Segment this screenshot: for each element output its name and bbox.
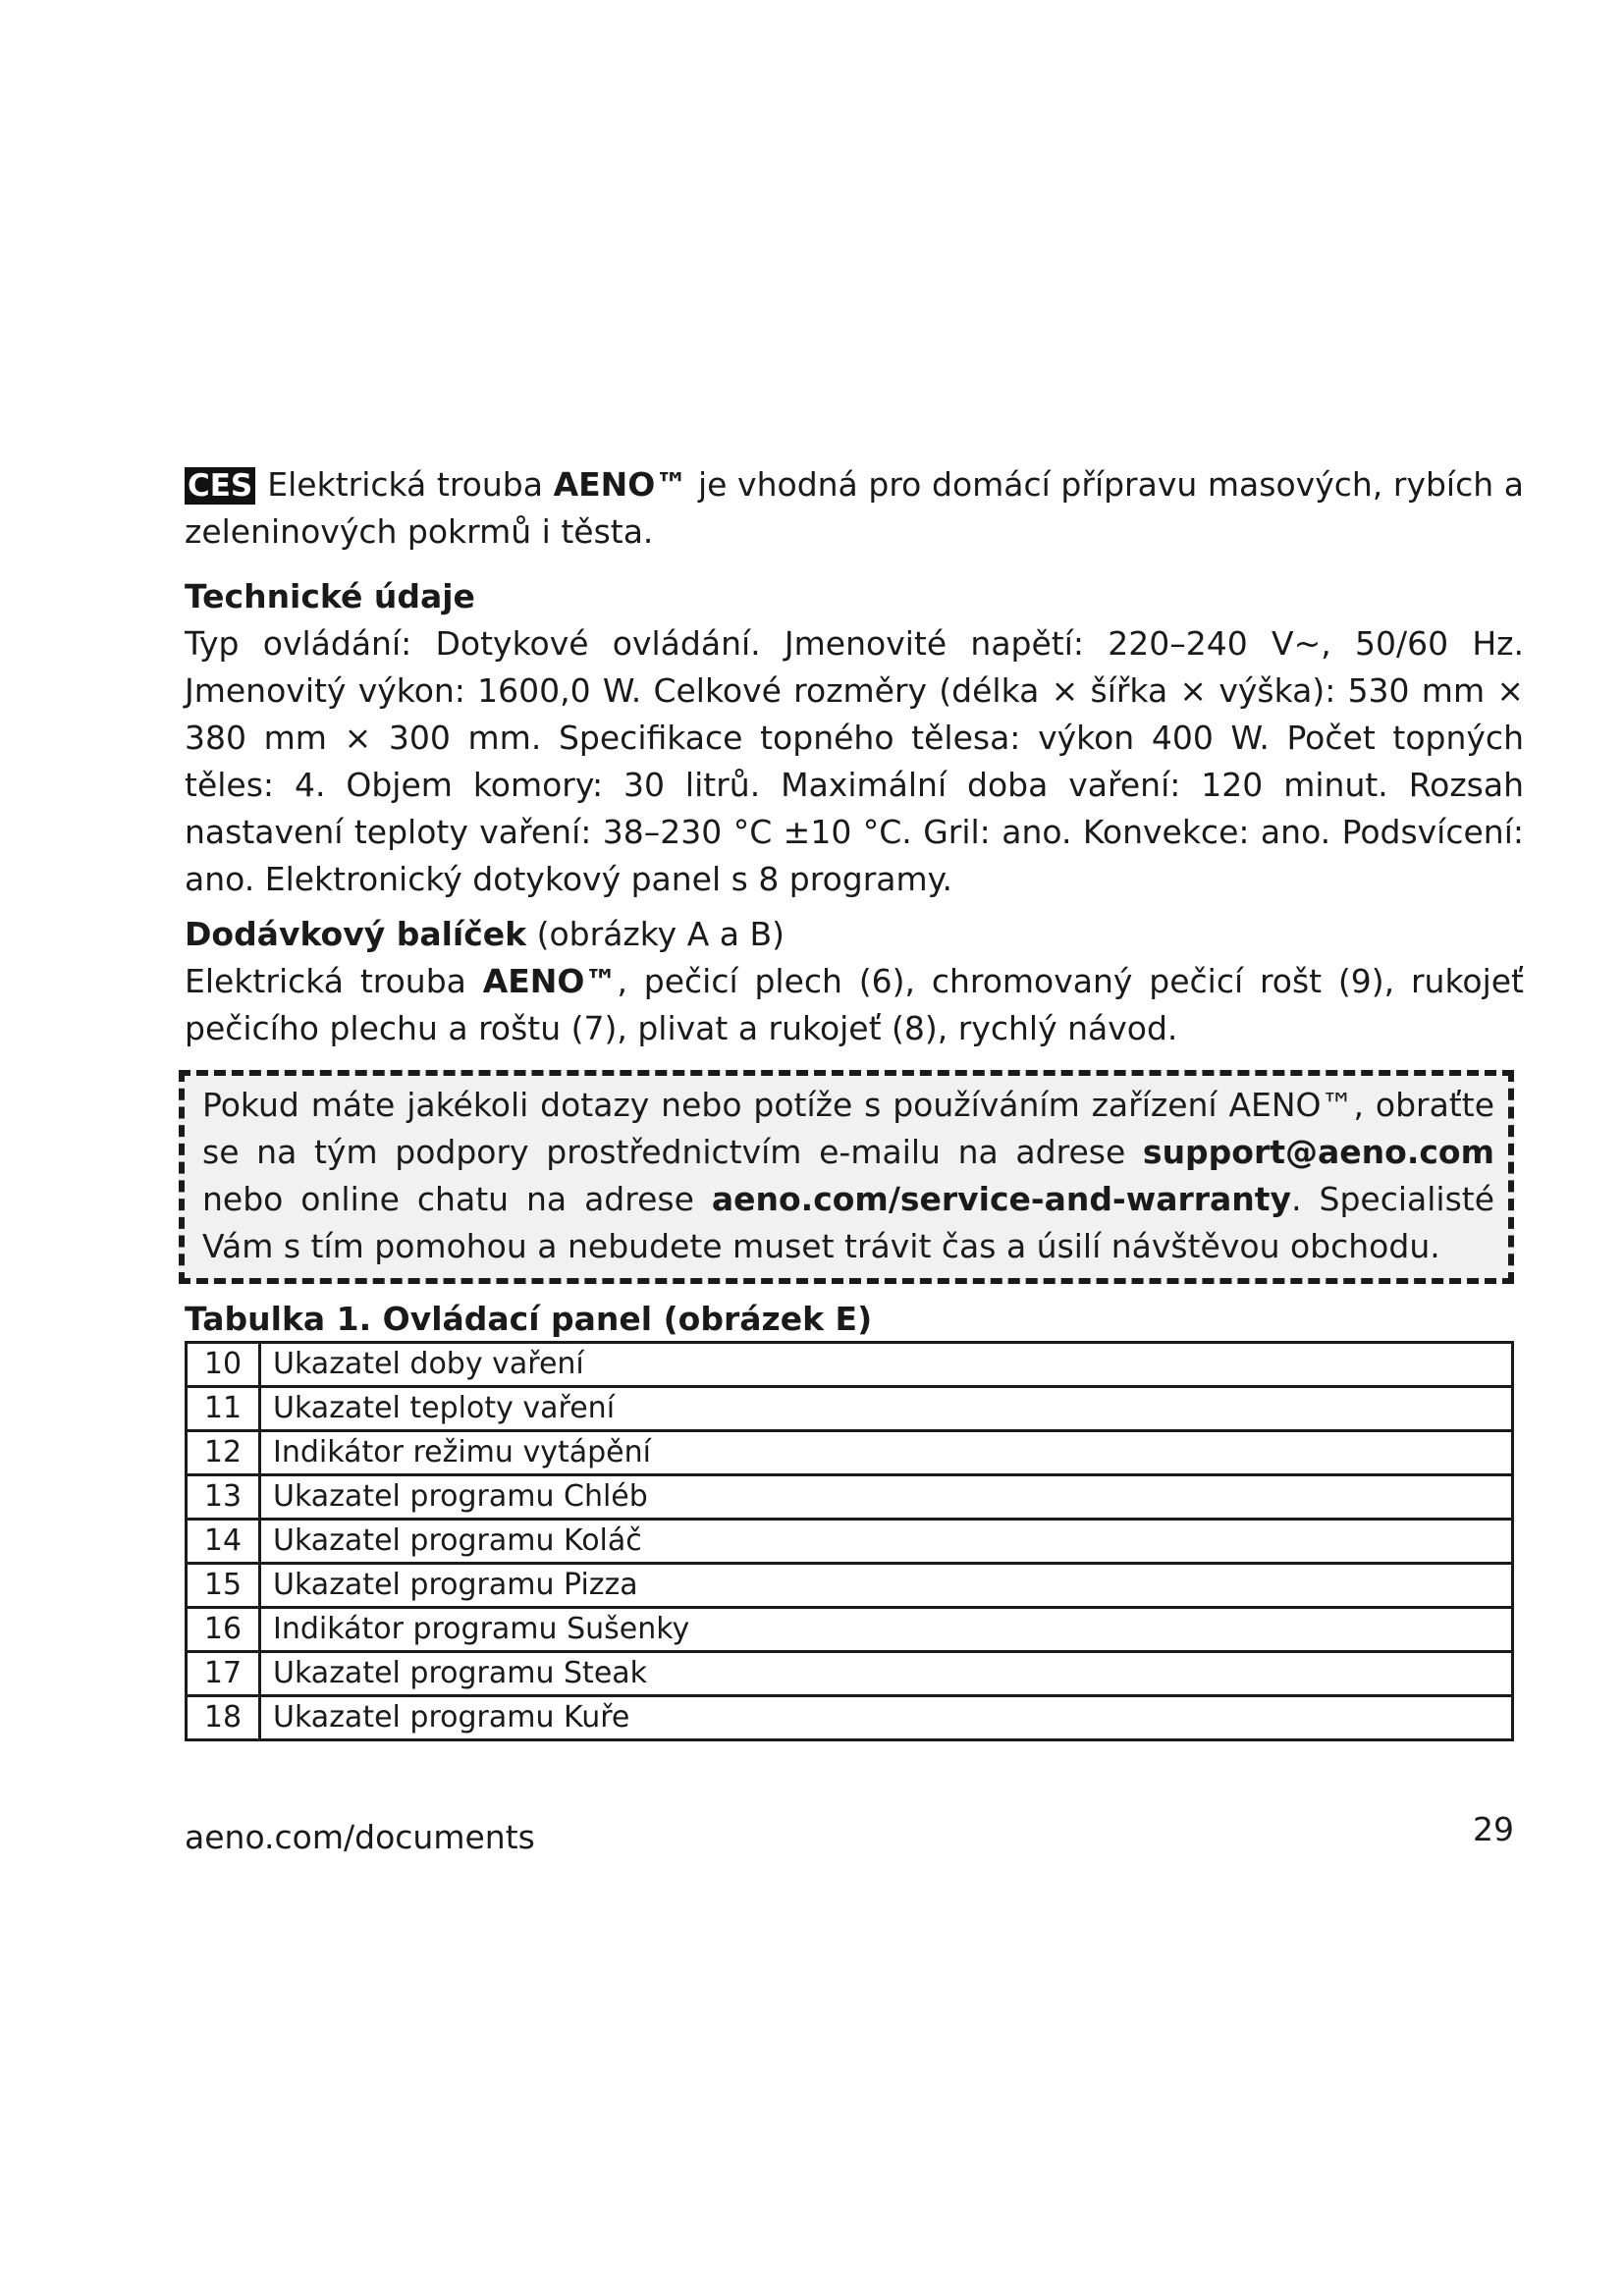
row-label: Ukazatel doby vaření [260, 1343, 1513, 1387]
package-text [185, 958, 1524, 1052]
notice-text-3: . Specialisté Vám s tím pomohou a nebudete muset trávit čas a úsilí návštěvou obchodu. [202, 1180, 1495, 1265]
tech-text: Typ ovládání: Dotykové ovládání. Jmenovité napětí: 220–240 V~, 50/60 Hz. Jmenovitý výkon: 1600,0 W. Celkové rozměry (délka × šířka × výška): 530 mm × 380 mm × 300 mm. Specifikace topného tělesa: výkon 400 W. Počet topných těles: 4. Objem komory: 30 litrů. Maximální doba vaření: 120 minut. Rozsah nastavení teploty vaření: 38–230 °C ±10 °C. Gril: ano. Konvekce: ano. Podsvícení: ano. Elektronický dotykový panel s 8 programy. [185, 624, 1524, 898]
table-row [187, 1652, 1513, 1696]
table-row [187, 1696, 1513, 1740]
table-row [187, 1431, 1513, 1475]
row-label: Indikátor programu Sušenky [260, 1608, 1513, 1652]
intro-paragraph [185, 461, 1524, 556]
package-text-before: Elektrická trouba [185, 962, 483, 1000]
intro-text-before: Elektrická trouba [267, 465, 554, 504]
row-number: 18 [187, 1696, 260, 1740]
row-number: 17 [187, 1652, 260, 1696]
intro-brand: AENO™ [553, 465, 688, 504]
row-label: Ukazatel teploty vaření [260, 1387, 1513, 1431]
package-title: Dodávkový balíček [185, 915, 527, 953]
package-heading [185, 911, 1524, 958]
table-title: Tabulka 1. Ovládací panel (obrázek E) [185, 1300, 873, 1338]
notice-text-2: nebo online chatu na adrese [202, 1180, 712, 1218]
row-label: Ukazatel programu Kuře [260, 1696, 1513, 1740]
documents-url[interactable]: aeno.com/documents [185, 1818, 535, 1856]
row-number: 10 [187, 1343, 260, 1387]
service-warranty-link[interactable]: aeno.com/service-and-warranty [711, 1180, 1292, 1218]
table-row [187, 1475, 1513, 1520]
table-row [187, 1564, 1513, 1608]
package-text-after: , pečicí plech (6), chromovaný pečicí rošt (9), rukojeť pečicího plechu a roštu (7), plivat a rukojeť (8), rychlý návod. [185, 962, 1524, 1047]
table-row [187, 1343, 1513, 1387]
row-number: 11 [187, 1387, 260, 1431]
row-label: Ukazatel programu Steak [260, 1652, 1513, 1696]
row-number: 16 [187, 1608, 260, 1652]
table-row [187, 1608, 1513, 1652]
row-label: Ukazatel programu Chléb [260, 1475, 1513, 1520]
control-panel-table [185, 1341, 1514, 1741]
support-email-link[interactable]: support@aeno.com [1142, 1133, 1494, 1171]
row-number: 13 [187, 1475, 260, 1520]
tech-title: Technické údaje [185, 577, 475, 615]
intro-text-after: je vhodná pro domácí přípravu masových, rybích a zeleninových pokrmů i těsta. [185, 465, 1525, 551]
row-label: Ukazatel programu Koláč [260, 1520, 1513, 1564]
notice-text-1: Pokud máte jakékoli dotazy nebo potíže s používáním zařízení AENO™, obraťte se na tým podpory prostřednictvím e-mailu na adrese [202, 1086, 1494, 1171]
support-notice [179, 1070, 1514, 1284]
page-number: 29 [1473, 1810, 1514, 1848]
row-label: Ukazatel programu Pizza [260, 1564, 1513, 1608]
row-label: Indikátor režimu vytápění [260, 1431, 1513, 1475]
package-title-suffix: (obrázky A a B) [526, 915, 785, 953]
row-number: 14 [187, 1520, 260, 1564]
table-row [187, 1520, 1513, 1564]
table-row [187, 1387, 1513, 1431]
row-number: 12 [187, 1431, 260, 1475]
package-brand: AENO™ [482, 962, 618, 1000]
row-number: 15 [187, 1564, 260, 1608]
page-content [185, 461, 1524, 1741]
language-badge: CES [185, 467, 255, 505]
